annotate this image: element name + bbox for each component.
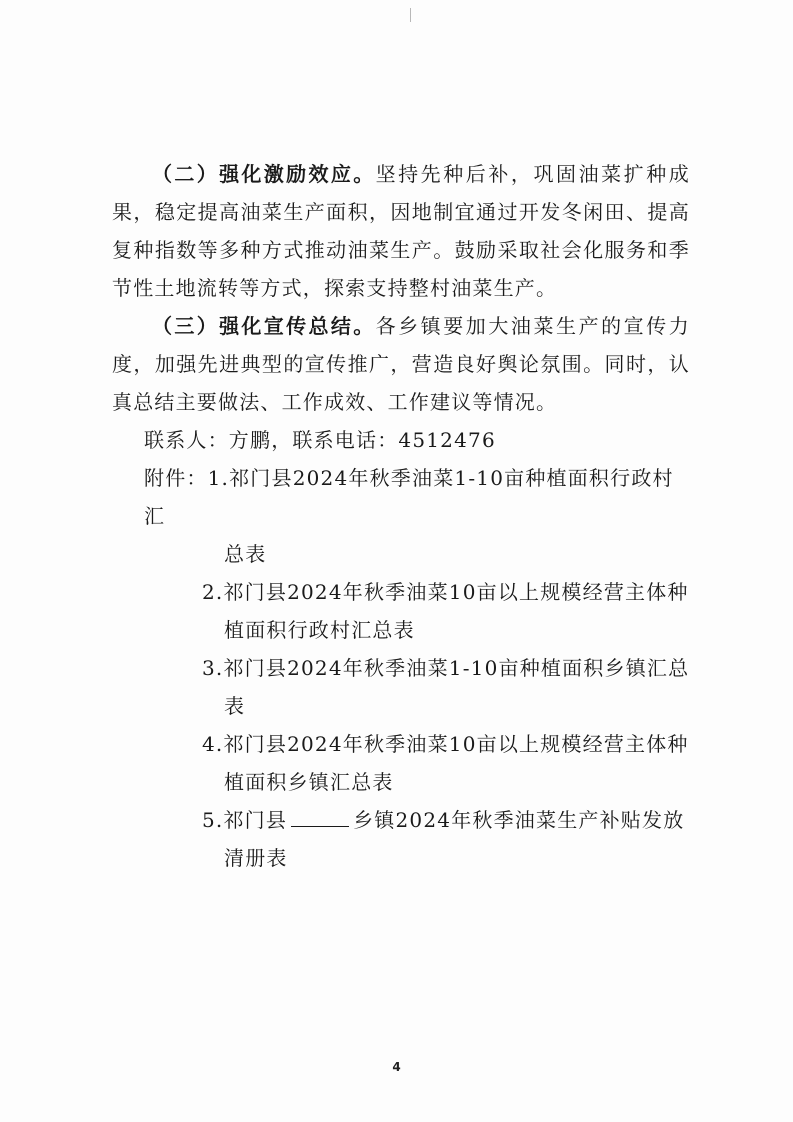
attachment-4-line2: 植面积乡镇汇总表 (224, 770, 394, 794)
attachment-2-line2: 植面积行政村汇总表 (224, 618, 415, 642)
attachment-5-line1-prefix: 5.祁门县 (202, 808, 288, 832)
document-body (112, 155, 690, 877)
section-paragraph-3 (112, 307, 690, 421)
section-heading-2: （二）强化激励效应。 (152, 162, 376, 186)
attachment-1-line1: 1.祁门县2024年秋季油菜1-10亩种植面积行政村汇 (144, 466, 674, 528)
scan-mark (410, 8, 411, 22)
attachment-item-3 (112, 649, 690, 725)
attachment-5-line2: 清册表 (224, 846, 288, 870)
fill-in-blank (291, 808, 349, 827)
attachments-list (112, 459, 690, 877)
attachment-3-line2: 表 (224, 694, 246, 718)
attachments-label: 附件： (144, 466, 208, 490)
attachment-item-5 (112, 801, 690, 877)
attachment-item-1 (112, 459, 690, 573)
attachment-2-line1: 2.祁门县2024年秋季油菜10亩以上规模经营主体种 (202, 580, 689, 604)
attachment-item-2 (112, 573, 690, 649)
section-body-2: 坚持先种后补，巩固油菜扩种成果，稳定提高油菜生产面积，因地制宜通过开发冬闲田、提高复种指数等多种方式推动油菜生产。鼓励采取社会化服务和季节性土地流转等方式，探索支持整村油菜生产。 (112, 162, 690, 300)
attachment-3-line1: 3.祁门县2024年秋季油菜1-10亩种植面积乡镇汇总 (202, 656, 690, 680)
section-paragraph-2 (112, 155, 690, 307)
page-number: 4 (392, 1060, 401, 1074)
attachment-4-line1: 4.祁门县2024年秋季油菜10亩以上规模经营主体种 (202, 732, 689, 756)
section-heading-3: （三）强化宣传总结。 (152, 314, 376, 338)
contact-line: 联系人：方鹏，联系电话：4512476 (144, 428, 496, 452)
section-body-3: 各乡镇要加大油菜生产的宣传力度，加强先进典型的宣传推广，营造良好舆论氛围。同时，认真总结主要做法、工作成效、工作建议等情况。 (112, 314, 690, 414)
attachment-5-line1-suffix: 乡镇2024年秋季油菜生产补贴发放 (353, 808, 685, 832)
attachment-1-line2: 总表 (224, 542, 267, 566)
attachment-item-4 (112, 725, 690, 801)
